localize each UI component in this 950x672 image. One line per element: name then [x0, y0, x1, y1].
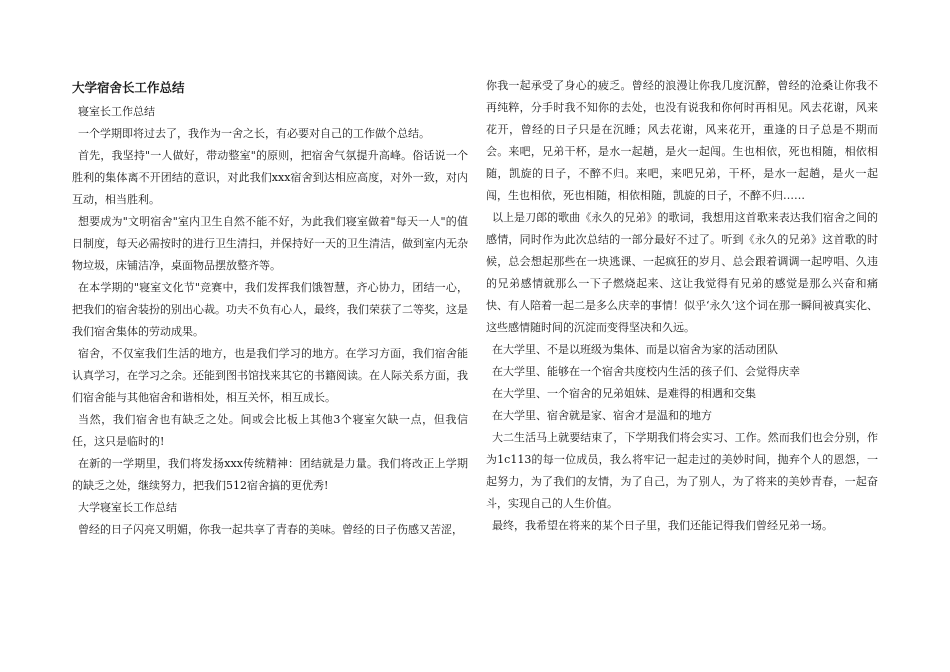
section-heading: 大学寝室长工作总结 [78, 501, 177, 514]
paragraph: 在大学里、宿舍就是家、宿舍才是温和的地方 [492, 409, 712, 422]
paragraph: 在大学里、不是以班级为集体、而是以宿舍为家的活动团队 [492, 343, 778, 356]
paragraph: 以上是刀郎的歌曲《永久的兄弟》的歌词，我想用这首歌来表达我们宿舍之间的感情，同时作为此次总结的一部分最好不过了。听到《永久的兄弟》这首歌的时候，总会想起那些在一块逃课、一起疯狂的岁月、总会跟着调调一起哼唱、久违的兄弟感情就那么一下子燃烧起来、这让我觉得有兄弟的感觉是那么兴奋和痛快、有人陪着一起二是多么庆幸的事情！似乎‘永久’这个词在那一瞬间被真实化、这些感情随时间的沉淀而变得坚决和久远。 [486, 211, 878, 334]
paragraph: 在新的一学期里，我们将发扬xxx传统精神：团结就是力量。我们将改正上学期的缺乏之处，继续努力，把我们512宿舍搞的更优秀! [72, 457, 468, 492]
paragraph: 一个学期即将过去了，我作为一舍之长，有必要对自己的工作做个总结。 [78, 127, 430, 140]
paragraph: 首先，我坚持"一人做好，带动整室"的原则，把宿舍气氛提升高峰。俗话说一个胜利的集体离不开团结的意识，对此我们xxx宿舍到达相应高度，对外一致，对内互动，相当胜利。 [72, 149, 468, 206]
paragraph: 在大学里、一个宿舍的兄弟姐妹、是难得的相遇和交集 [492, 387, 756, 400]
paragraph: 当然，我们宿舍也有缺乏之处。间或会比板上其他3个寝室欠缺一点，但我信任，这只是临时的! [72, 413, 468, 448]
paragraph: 曾经的日子闪亮又明媚，你我一起共享了青春的美味。曾经的日子伤感又苦涩， [78, 523, 463, 536]
paragraph: 你我一起承受了身心的疲乏。曾经的浪漫让你我几度沉醉，曾经的沧桑让你我不再纯粹，分手时我不知你的去处，也没有说我和你何时再相见。风去花谢，风来花开，曾经的日子只是在沉睡；风去花谢，风来花开，重逢的日子总是不期而会。来吧，兄弟干杯，是水一起趟，是火一起闯。生也相依，死也相随，相依相随，凯旋的日子，不醉不归。来吧，来吧兄弟，干杯，是水一起趟，是火一起闯，生也相依，死也相随，相依相随，凯旋的日子，不醉不归…… [486, 79, 878, 202]
paragraph: 在大学里、能够在一个宿舍共度校内生活的孩子们、会觉得庆幸 [492, 365, 800, 378]
paragraph: 宿舍，不仅室我们生活的地方，也是我们学习的地方。在学习方面，我们宿舍能认真学习，在学习之余。还能到图书馆找来其它的书籍阅读。在人际关系方面，我们宿舍能与其他宿舍和谐相处，相互关怀，相互成长。 [72, 347, 468, 404]
paragraph: 在本学期的"寝室文化节"竞赛中，我们发挥我们饿智慧，齐心协力，团结一心，把我们的宿舍装扮的别出心裁。功夫不负有心人，最终，我们荣获了二等奖，这是我们宿舍集体的劳动成果。 [72, 281, 468, 338]
paragraph: 寝室长工作总结 [78, 105, 155, 118]
paragraph: 最终，我希望在将来的某个日子里，我们还能记得我们曾经兄弟一场。 [492, 519, 833, 532]
document-title: 大学宿舍长工作总结 [72, 80, 185, 95]
paragraph: 大二生活马上就要结束了，下学期我们将会实习、工作。然而我们也会分别，作为1c113的每一位成员，我么将牢记一起走过的美妙时间，抛弃个人的恩怨，一起努力，为了我们的友情，为了自己，为了别人，为了将来的美妙青春，一起奋斗，实现自己的人生价值。 [486, 431, 878, 510]
paragraph: 想要成为"文明宿舍"室内卫生自然不能不好，为此我们寝室做着"每天一人"的值日制度，每天必需按时的进行卫生清扫，并保持好一天的卫生清洁，做到室内无杂物垃圾，床铺洁净，桌面物品摆放整齐等。 [72, 215, 468, 272]
